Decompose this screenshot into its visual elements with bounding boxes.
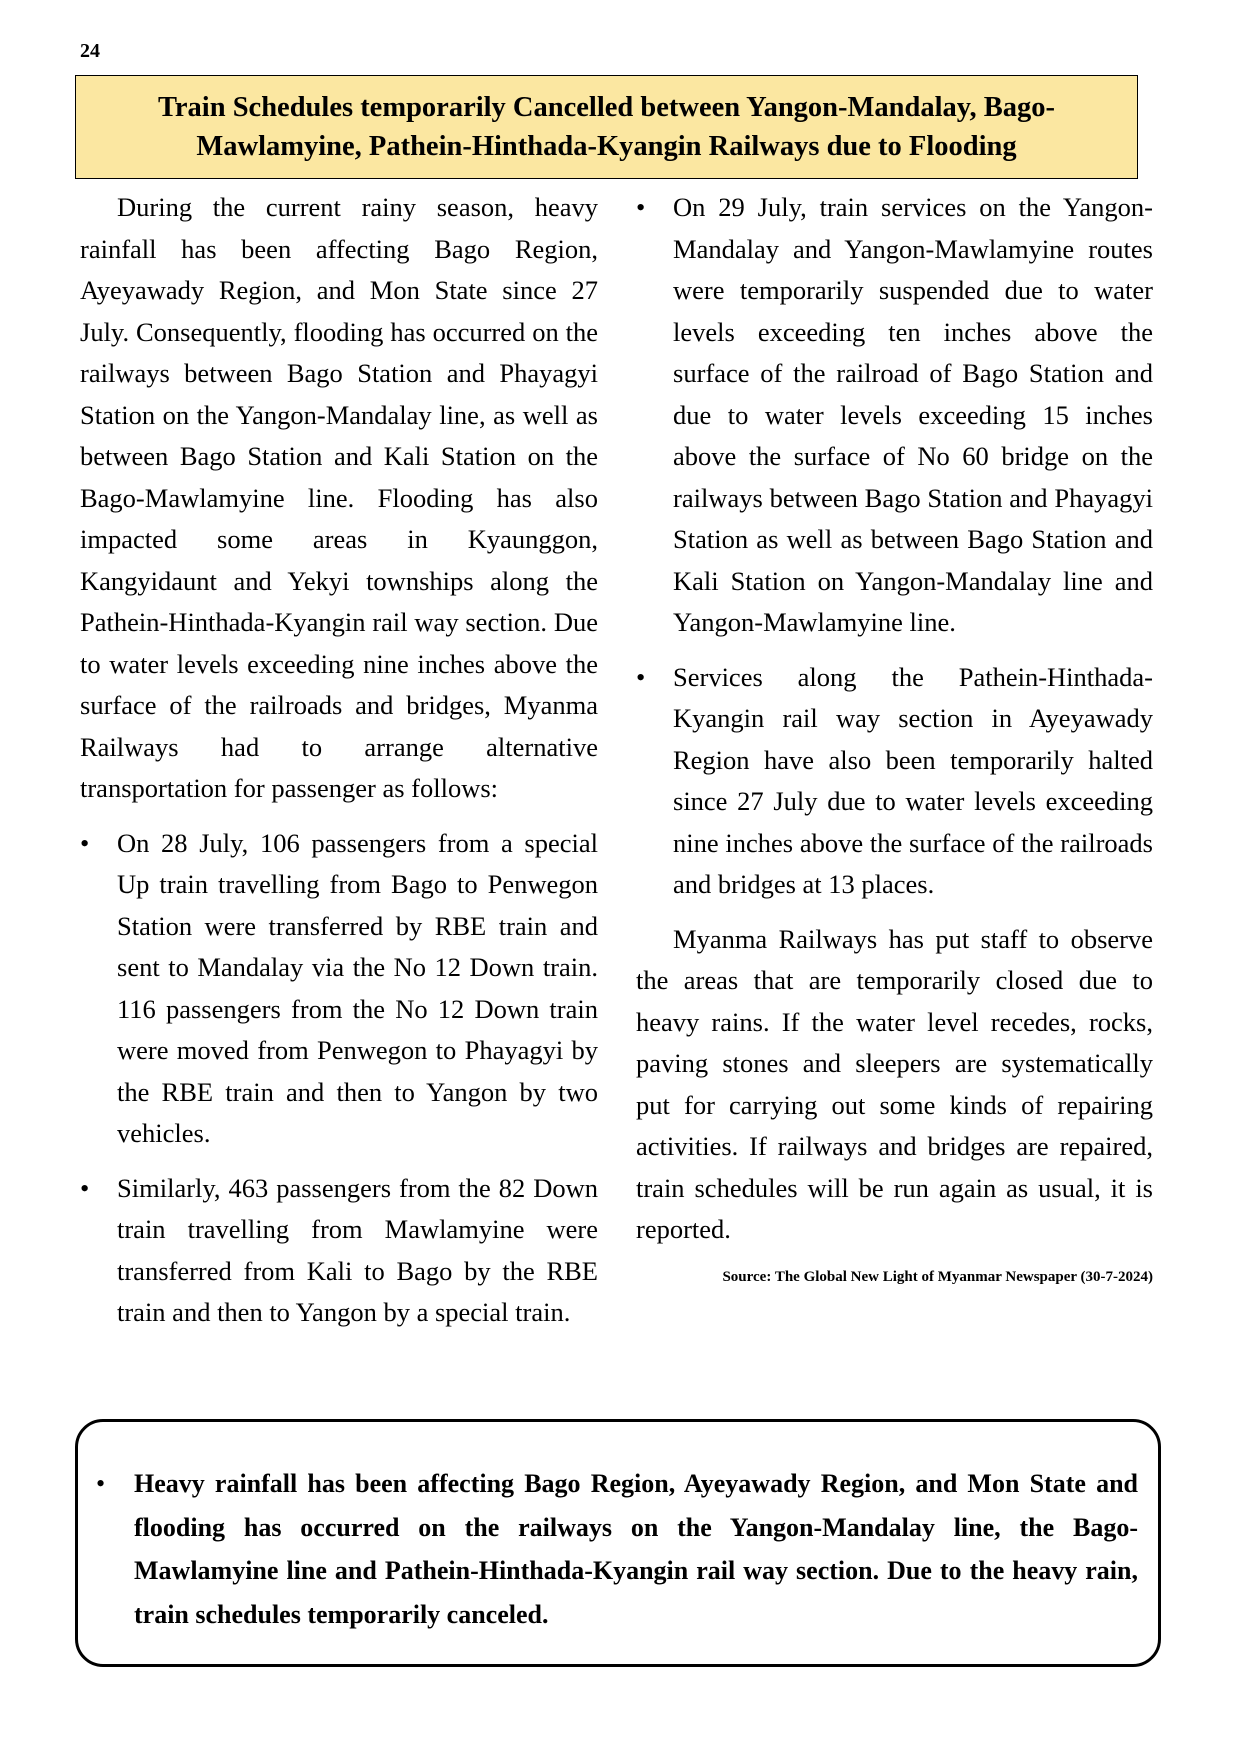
right-bullet-list — [636, 187, 1153, 906]
intro-paragraph: During the current rainy season, heavy rainfall has been affecting Bago Region, Ayeyawady Region, and Mon State since 27 July. Consequently, flooding has occurred on the railways between Bago Station and Phayagyi Station on the Yangon-Mandalay line, as well as between Bago Station and Kali Station on the Bago-Mawlamyine line. Flooding has also impacted some areas in Kyaunggon, Kangyidaunt and Yekyi townships along the Pathein-Hinthada-Kyangin rail way section. Due to water levels exceeding nine inches above the surface of the railroads and bridges, Myanma Railways had to arrange alternative transportation for passenger as follows: — [80, 192, 598, 803]
list-item — [80, 1168, 598, 1334]
summary-text: Heavy rainfall has been affecting Bago Region, Ayeyawady Region, and Mon State and flooding has occurred on the railways on the Yangon-Mandalay line, the Bago-Mawlamyine line and Pathein-Hinthada-Kyangin rail way section. Due to the heavy rain, train schedules temporarily canceled. — [134, 1469, 1138, 1629]
bullet-icon: • — [80, 827, 90, 858]
right-column — [636, 187, 1153, 1287]
closing-paragraph: Myanma Railways has put staff to observe the areas that are temporarily closed due to heavy rains. If the water level recedes, rocks, paving stones and sleepers are systematically put for carrying out some kinds of repairing activities. If railways and bridges are repaired, train schedules will be run again as usual, it is reported. — [636, 923, 1153, 1244]
list-item-text: Services along the Pathein-Hinthada-Kyangin rail way section in Ayeyawady Region have also been temporarily halted since 27 July due to water levels exceeding nine inches above the surface of the railroads and bridges at 13 places. — [673, 661, 1153, 899]
summary-box — [75, 1419, 1161, 1667]
list-item — [80, 823, 598, 1155]
bullet-icon: • — [636, 661, 646, 692]
list-item-text: Similarly, 463 passengers from the 82 Down train travelling from Mawlamyine were transferred from Kali to Bago by the RBE train and then to Yangon by a special train. — [117, 1172, 598, 1327]
list-item — [636, 187, 1153, 644]
source-citation: Source: The Global New Light of Myanmar Newspaper (30-7-2024) — [722, 1268, 1153, 1285]
page-title: Train Schedules temporarily Cancelled between Yangon-Mandalay, Bago-Mawlamyine, Pathein-Hinthada-Kyangin Railways due to Flooding — [158, 92, 1055, 162]
bullet-icon: • — [80, 1172, 90, 1203]
list-item — [636, 657, 1153, 906]
list-item-text: On 29 July, train services on the Yangon-Mandalay and Yangon-Mawlamyine routes were temporarily suspended due to water levels exceeding ten inches above the surface of the railroad of Bago Station and due to water levels exceeding 15 inches above the surface of No 60 bridge on the railways between Bago Station and Phayagyi Station as well as between Bago Station and Kali Station on Yangon-Mandalay line and Yangon-Mawlamyine line. — [673, 192, 1153, 637]
list-item-text: On 28 July, 106 passengers from a special Up train travelling from Bago to Penwegon Station were transferred by RBE train and sent to Mandalay via the No 12 Down train. 116 passengers from the No 12 Down train were moved from Penwegon to Phayagyi by the RBE train and then to Yangon by two vehicles. — [117, 827, 598, 1148]
summary-list — [96, 1462, 1138, 1636]
summary-item — [96, 1462, 1138, 1636]
bullet-icon: • — [636, 192, 646, 222]
bullet-icon: • — [96, 1469, 106, 1498]
title-box — [75, 75, 1138, 179]
left-bullet-list — [80, 823, 598, 1334]
left-column — [80, 187, 598, 1334]
page-number: 24 — [80, 40, 100, 62]
